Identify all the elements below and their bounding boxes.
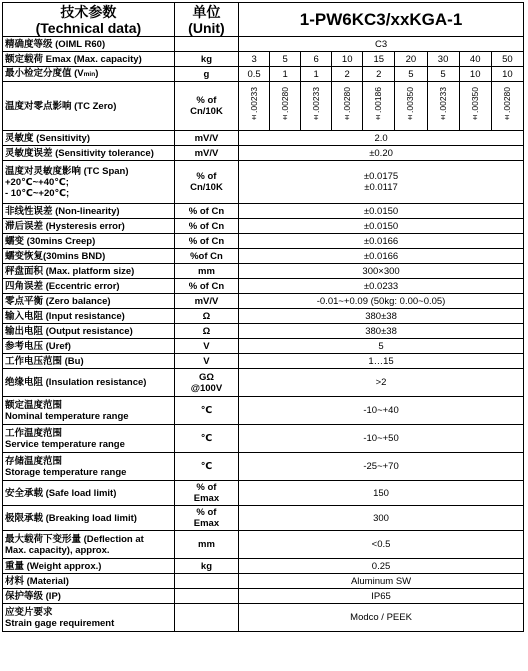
unit-text-weight: kg (200, 560, 212, 572)
unit-line1-insul: GΩ (198, 371, 214, 383)
row-ip (3, 589, 524, 604)
unit-line1-tc_zero: % of (196, 95, 217, 106)
value-text-vmin-2: 1 (313, 68, 319, 80)
unit-text-creep_rec: %of Cn (190, 250, 223, 262)
value-text-vmin-0: 0.5 (247, 68, 261, 80)
value-vmin-0 (239, 67, 270, 82)
value-tc_zero-2 (301, 82, 332, 131)
value-text-material: Aluminum SW (350, 575, 412, 587)
label-vmin (3, 67, 175, 82)
unit-header-en: (Unit) (188, 19, 225, 36)
label-bu (3, 354, 175, 369)
value-text-eccentric: ±0.0233 (363, 280, 399, 292)
model-name: 1-PW6KC3/xxKGA-1 (299, 10, 463, 29)
label-end-vmin: ) (95, 68, 99, 79)
row-svc_temp (3, 425, 524, 453)
value-eccentric (239, 279, 524, 294)
row-platform (3, 264, 524, 279)
row-break_load (3, 506, 524, 531)
label-text-weight: 重量 (Weight approx.) (5, 560, 102, 572)
value-tc_zero-8 (491, 82, 523, 131)
unit-text-creep: % of Cn (188, 235, 225, 247)
value-creep (239, 234, 524, 249)
value-text-bu: 1…15 (368, 355, 394, 367)
row-deflection (3, 531, 524, 559)
row-uref (3, 339, 524, 354)
value-vmin-7 (459, 67, 491, 82)
unit-weight (174, 559, 238, 574)
label-gauge (3, 604, 175, 632)
unit-line1-break_load: % of (196, 507, 217, 518)
label-en-svc_temp: Service temperature range (5, 438, 125, 450)
label-creep_rec (3, 249, 175, 264)
label-text-hyst: 滞后误差 (Hysteresis error) (5, 220, 125, 232)
label-line2-deflection: Max. capacity), approx. (5, 544, 110, 556)
value-text-tc_zero-6: ±.00233 (437, 86, 448, 123)
label-sub-vmin: min (83, 71, 96, 78)
row-bu (3, 354, 524, 369)
value-text-capacity-7: 40 (469, 53, 481, 65)
unit-text-nom_temp: ℃ (200, 405, 213, 416)
technical-data-header (3, 3, 175, 37)
value-capacity-0 (239, 52, 270, 67)
unit-nom_temp (174, 397, 238, 425)
label-safe_load (3, 481, 175, 506)
unit-text-stor_temp: ℃ (200, 461, 213, 472)
value-gauge (239, 604, 524, 632)
unit-break_load (174, 506, 238, 531)
row-output_res (3, 324, 524, 339)
header-row (3, 3, 524, 37)
row-creep_rec (3, 249, 524, 264)
value-vmin-3 (332, 67, 363, 82)
unit-hyst (174, 219, 238, 234)
row-weight (3, 559, 524, 574)
label-platform (3, 264, 175, 279)
label-text-uref: 参考电压 (Uref) (5, 340, 71, 352)
value-text-tc_zero-5: ±.00350 (405, 86, 416, 123)
label-text-nonlin: 非线性误差 (Non-linearity) (5, 205, 120, 217)
value-text-tc_zero-2: ±.00233 (310, 86, 321, 123)
label-text-ip: 保护等级 (IP) (5, 590, 61, 602)
value-tc_zero-4 (363, 82, 395, 131)
value-text-capacity-1: 5 (282, 53, 288, 65)
value-text-vmin-7: 10 (469, 68, 481, 80)
technical-data-table (2, 2, 524, 632)
value-hyst (239, 219, 524, 234)
label-line2-tc_span: +20℃~+40℃; (5, 176, 69, 188)
label-en-stor_temp: Storage temperature range (5, 466, 127, 478)
unit-safe_load (174, 481, 238, 506)
value-text-uref: 5 (378, 340, 384, 352)
value-capacity-5 (395, 52, 427, 67)
value-capacity-7 (459, 52, 491, 67)
unit-tc_zero (174, 82, 238, 131)
unit-text-svc_temp: ℃ (200, 433, 213, 444)
unit-line2-safe_load: Emax (193, 493, 220, 504)
value-sens_tol (239, 146, 524, 161)
value-text-creep: ±0.0166 (363, 235, 399, 247)
label-zero_bal (3, 294, 175, 309)
unit-deflection (174, 531, 238, 559)
value-text-vmin-8: 10 (502, 68, 513, 80)
unit-text-input_res: Ω (202, 310, 211, 322)
unit-platform (174, 264, 238, 279)
label-cn-svc_temp: 工作温度范围 (5, 427, 63, 439)
unit-header-cn: 单位 (192, 3, 221, 20)
value-break_load (239, 506, 524, 531)
unit-text-capacity: kg (200, 53, 212, 65)
row-zero_bal (3, 294, 524, 309)
value-text-hyst: ±0.0150 (363, 220, 399, 232)
value-text-capacity-6: 30 (437, 53, 449, 65)
value-text-ip: IP65 (371, 590, 391, 602)
row-material (3, 574, 524, 589)
value-sensitivity (239, 131, 524, 146)
label-text-bu: 工作电压范围 (Bu) (5, 355, 84, 367)
value-vmin-4 (363, 67, 395, 82)
unit-material (174, 574, 238, 589)
label-text-sens_tol: 灵敏度误差 (Sensitivity tolerance) (5, 147, 154, 159)
value-text-tc_zero-8: ±.00280 (501, 86, 512, 123)
unit-output_res (174, 324, 238, 339)
value-insul (239, 369, 524, 397)
label-text-zero_bal: 零点平衡 (Zero balance) (5, 295, 111, 307)
value-output_res (239, 324, 524, 339)
param-header-cn: 技术参数 (60, 3, 117, 20)
label-eccentric (3, 279, 175, 294)
value-text-nonlin: ±0.0150 (363, 205, 399, 217)
value-vmin-6 (427, 67, 459, 82)
row-hyst (3, 219, 524, 234)
row-accuracy (3, 37, 524, 52)
unit-text-nonlin: % of Cn (188, 205, 225, 217)
value-text-capacity-3: 10 (341, 53, 353, 65)
label-line1-deflection: 最大载荷下变形量 (Deflection at (5, 533, 144, 545)
label-capacity (3, 52, 175, 67)
unit-svc_temp (174, 425, 238, 453)
label-deflection (3, 531, 175, 559)
label-text-material: 材料 (Material) (5, 575, 69, 587)
label-material (3, 574, 175, 589)
value-tc_span (239, 161, 524, 204)
value-text-platform: 300×300 (362, 265, 400, 277)
unit-text-deflection: mm (198, 539, 215, 550)
label-cn-gauge: 应变片要求 (5, 606, 53, 618)
label-cn-nom_temp: 额定温度范围 (5, 399, 63, 411)
unit-bu (174, 354, 238, 369)
label-line3-tc_span: - 10℃~+20℃; (5, 187, 70, 199)
label-stor_temp (3, 453, 175, 481)
row-nom_temp (3, 397, 524, 425)
unit-line1-safe_load: % of (196, 482, 217, 493)
value-capacity-6 (427, 52, 459, 67)
label-insul (3, 369, 175, 397)
row-safe_load (3, 481, 524, 506)
label-text-insul: 绝缘电阻 (Insulation resistance) (5, 377, 147, 388)
row-insul (3, 369, 524, 397)
value-text-insul: >2 (375, 377, 387, 388)
unit-line2-tc_zero: Cn/10K (190, 106, 223, 117)
value-capacity-2 (301, 52, 332, 67)
label-weight (3, 559, 175, 574)
row-input_res (3, 309, 524, 324)
label-text-output_res: 输出电阻 (Output resistance) (5, 325, 133, 337)
label-creep (3, 234, 175, 249)
value-zero_bal (239, 294, 524, 309)
value-deflection (239, 531, 524, 559)
value-creep_rec (239, 249, 524, 264)
label-text-eccentric: 四角误差 (Eccentric error) (5, 280, 120, 292)
unit-header (174, 3, 238, 37)
value-text-vmin-4: 2 (376, 68, 382, 80)
unit-stor_temp (174, 453, 238, 481)
value-nonlin (239, 204, 524, 219)
unit-text-uref: V (203, 340, 210, 352)
value-ip (239, 589, 524, 604)
value-capacity-3 (332, 52, 363, 67)
value-text-capacity-0: 3 (251, 53, 257, 65)
unit-text-sensitivity: mV/V (194, 132, 219, 144)
unit-uref (174, 339, 238, 354)
value-text-tc_zero-3: ±.00280 (341, 86, 352, 123)
value-text-gauge: Modco / PEEK (350, 612, 412, 623)
row-capacity (3, 52, 524, 67)
unit-text-hyst: % of Cn (188, 220, 225, 232)
row-nonlin (3, 204, 524, 219)
label-input_res (3, 309, 175, 324)
model-header (239, 3, 524, 37)
label-hyst (3, 219, 175, 234)
label-text-creep: 蠕变 (30mins Creep) (5, 235, 96, 247)
value-text-deflection: <0.5 (371, 539, 391, 550)
value-platform (239, 264, 524, 279)
value-text-zero_bal: -0.01~+0.09 (50kg: 0.00~0.05) (316, 295, 446, 307)
unit-ip (174, 589, 238, 604)
value-vmin-5 (395, 67, 427, 82)
unit-text-output_res: Ω (202, 325, 211, 337)
value-text-accuracy: C3 (374, 38, 388, 50)
value-text-input_res: 380±38 (365, 310, 397, 322)
label-tc_span (3, 161, 175, 204)
value-line1-tc_span: ±0.0175 (363, 171, 399, 182)
unit-creep_rec (174, 249, 238, 264)
value-tc_zero-0 (239, 82, 270, 131)
unit-line2-insul: @100V (190, 382, 223, 394)
unit-sensitivity (174, 131, 238, 146)
value-text-stor_temp: -25~+70 (363, 461, 399, 472)
unit-eccentric (174, 279, 238, 294)
unit-tc_span (174, 161, 238, 204)
unit-text-platform: mm (198, 265, 215, 277)
value-capacity-1 (270, 52, 301, 67)
value-tc_zero-5 (395, 82, 427, 131)
value-capacity-4 (363, 52, 395, 67)
value-uref (239, 339, 524, 354)
unit-zero_bal (174, 294, 238, 309)
value-vmin-1 (270, 67, 301, 82)
value-text-creep_rec: ±0.0166 (363, 250, 399, 262)
value-text-vmin-3: 2 (344, 68, 350, 80)
label-ip (3, 589, 175, 604)
row-gauge (3, 604, 524, 632)
unit-accuracy (174, 37, 238, 52)
label-accuracy (3, 37, 175, 52)
label-text-break_load: 极限承载 (Breaking load limit) (5, 512, 137, 524)
label-en-nom_temp: Nominal temperature range (5, 410, 129, 422)
label-break_load (3, 506, 175, 531)
value-tc_zero-6 (427, 82, 459, 131)
label-uref (3, 339, 175, 354)
value-text-safe_load: 150 (373, 487, 389, 499)
label-text-accuracy: 精确度等级 (OIML R60) (5, 38, 106, 50)
label-line1-tc_span: 温度对灵敏度影响 (TC Span) (5, 165, 129, 177)
unit-sens_tol (174, 146, 238, 161)
unit-text-zero_bal: mV/V (194, 295, 219, 307)
label-svc_temp (3, 425, 175, 453)
unit-nonlin (174, 204, 238, 219)
label-text-input_res: 输入电阻 (Input resistance) (5, 310, 125, 322)
row-vmin (3, 67, 524, 82)
value-text-break_load: 300 (373, 512, 389, 524)
value-text-sens_tol: ±0.20 (369, 147, 393, 159)
value-stor_temp (239, 453, 524, 481)
value-text-svc_temp: -10~+50 (363, 433, 399, 444)
unit-input_res (174, 309, 238, 324)
label-cn-stor_temp: 存储温度范围 (5, 455, 63, 467)
value-vmin-2 (301, 67, 332, 82)
value-text-vmin-5: 5 (408, 68, 414, 80)
unit-creep (174, 234, 238, 249)
label-text-platform: 秤盘面积 (Max. platform size) (5, 265, 135, 277)
row-eccentric (3, 279, 524, 294)
value-accuracy (239, 37, 524, 52)
label-text-sensitivity: 灵敏度 (Sensitivity) (5, 132, 90, 144)
unit-insul (174, 369, 238, 397)
label-text-safe_load: 安全承载 (Safe load limit) (5, 487, 117, 499)
value-text-output_res: 380±38 (365, 325, 397, 337)
label-sensitivity (3, 131, 175, 146)
unit-text-bu: V (203, 355, 210, 367)
label-text-creep_rec: 蠕变恢复(30mins BND) (5, 250, 106, 262)
value-text-capacity-4: 15 (373, 53, 385, 65)
label-nom_temp (3, 397, 175, 425)
value-text-capacity-8: 50 (502, 53, 513, 65)
unit-vmin (174, 67, 238, 82)
value-svc_temp (239, 425, 524, 453)
unit-capacity (174, 52, 238, 67)
value-safe_load (239, 481, 524, 506)
value-bu (239, 354, 524, 369)
unit-line2-break_load: Emax (193, 518, 220, 529)
label-en-gauge: Strain gage requirement (5, 617, 115, 629)
value-line2-tc_span: ±0.0117 (364, 182, 398, 193)
unit-text-vmin: g (203, 68, 210, 80)
unit-gauge (174, 604, 238, 632)
value-tc_zero-1 (270, 82, 301, 131)
value-text-capacity-2: 6 (313, 53, 319, 65)
row-stor_temp (3, 453, 524, 481)
unit-line1-tc_span: % of (196, 171, 217, 182)
value-text-tc_zero-1: ±.00280 (279, 86, 290, 123)
label-output_res (3, 324, 175, 339)
value-text-weight: 0.25 (371, 560, 391, 572)
label-tc_zero (3, 82, 175, 131)
row-tc_span (3, 161, 524, 204)
value-text-vmin-1: 1 (282, 68, 288, 80)
param-header-en: (Technical data) (35, 19, 142, 36)
row-sens_tol (3, 146, 524, 161)
value-text-tc_zero-0: ±.00233 (248, 86, 259, 123)
value-material (239, 574, 524, 589)
value-weight (239, 559, 524, 574)
value-text-capacity-5: 20 (405, 53, 417, 65)
value-nom_temp (239, 397, 524, 425)
value-input_res (239, 309, 524, 324)
value-tc_zero-3 (332, 82, 363, 131)
value-text-tc_zero-4: ±.00186 (373, 86, 384, 123)
value-text-nom_temp: -10~+40 (363, 405, 399, 416)
label-text-tc_zero: 温度对零点影响 (TC Zero) (5, 100, 117, 112)
row-creep (3, 234, 524, 249)
value-text-vmin-6: 5 (440, 68, 446, 80)
value-capacity-8 (491, 52, 523, 67)
value-tc_zero-7 (459, 82, 491, 131)
value-vmin-8 (491, 67, 523, 82)
label-sens_tol (3, 146, 175, 161)
unit-line2-tc_span: Cn/10K (190, 182, 223, 193)
label-text-vmin: 最小检定分度值 (V (5, 68, 84, 79)
unit-text-eccentric: % of Cn (188, 280, 225, 292)
label-text-capacity: 额定载荷 Emax (Max. capacity) (5, 53, 142, 65)
unit-text-sens_tol: mV/V (194, 147, 219, 159)
value-text-sensitivity: 2.0 (374, 132, 388, 144)
value-text-tc_zero-7: ±.00350 (469, 86, 480, 123)
row-tc_zero (3, 82, 524, 131)
row-sensitivity (3, 131, 524, 146)
label-nonlin (3, 204, 175, 219)
